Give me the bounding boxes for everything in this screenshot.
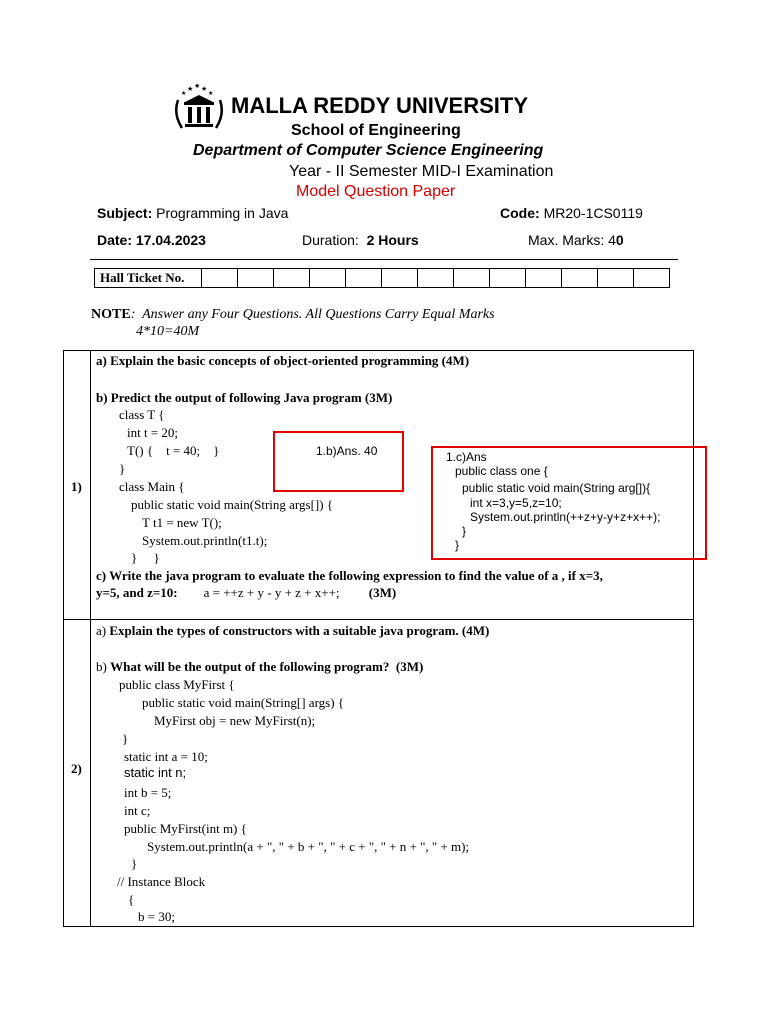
code	[500, 205, 643, 221]
q2-code-line: // Instance Block	[117, 874, 206, 889]
hall-ticket-box[interactable]	[418, 269, 454, 288]
subject-value: Programming in Java	[156, 205, 289, 221]
university-name: MALLA REDDY UNIVERSITY	[231, 93, 529, 118]
q2-code-line: public static void main(String[] args) {	[142, 695, 345, 710]
q2-code-line: }	[122, 731, 129, 746]
university-logo	[172, 82, 226, 136]
q1-code-line: public static void main(String args[]) {	[131, 497, 334, 512]
hall-ticket-label: Hall Ticket No.	[95, 269, 202, 288]
q2-code-line: static int n;	[124, 765, 187, 780]
max-marks-value: 0	[615, 232, 624, 248]
q1-code-line: T() { t = 40; }	[127, 443, 220, 458]
hall-ticket-box[interactable]	[274, 269, 310, 288]
answer-c-line: public static void main(String arg[]){	[462, 481, 651, 495]
hall-ticket-box[interactable]	[310, 269, 346, 288]
answer-c-line: }	[462, 524, 467, 538]
q2-part-b-text: What will be the output of the following program? (3M)	[110, 659, 424, 674]
hall-ticket-box[interactable]	[346, 269, 382, 288]
note-label: NOTE	[91, 307, 131, 322]
svg-text:★: ★	[208, 90, 214, 97]
paper-type: Model Question Paper	[296, 183, 456, 200]
max-marks	[528, 232, 624, 248]
q2-part-a-prefix: a)	[96, 623, 110, 638]
svg-text:★: ★	[201, 85, 208, 93]
answer-c-line: int x=3,y=5,z=10;	[470, 496, 562, 510]
q1-code-line: class T {	[119, 407, 165, 422]
q1-code-line: System.out.println(t1.t);	[142, 533, 268, 548]
q1-part-c-expression	[96, 585, 396, 601]
answer-c-line: System.out.println(++z+y-y+z+x++);	[470, 510, 661, 524]
duration-value: 2 Hours	[366, 232, 419, 248]
hall-ticket-box[interactable]	[634, 269, 670, 288]
answer-b-text: 1.b)Ans. 40	[316, 444, 378, 458]
duration-label: Duration:	[302, 232, 359, 248]
q2-part-a-text: Explain the types of constructors with a suitable java program. (4M)	[109, 623, 490, 638]
answer-c-line: }	[455, 538, 460, 552]
q1-expression: a = ++z + y - y + z + x++;	[203, 585, 340, 600]
hall-ticket-box[interactable]	[454, 269, 490, 288]
svg-text:★: ★	[181, 90, 187, 97]
subject-label: Subject:	[97, 205, 153, 221]
q2-code-line: System.out.println(a + ", " + b + ", " + c + ", " + n + ", " + m);	[147, 839, 470, 854]
q2-code-line: b = 30;	[138, 909, 175, 924]
department-name: Department of Computer Science Engineering	[193, 142, 544, 159]
svg-text:★: ★	[187, 85, 194, 93]
answer-c-line: public class one {	[455, 464, 548, 478]
q2-part-b	[96, 659, 423, 675]
note-text: : Answer any Four Questions. All Questions Carry Equal Marks	[130, 307, 495, 322]
max-marks-label: Max. Marks: 4	[528, 232, 616, 248]
subject	[97, 205, 288, 221]
exam-title: Year - II Semester MID-I Examination	[289, 163, 554, 180]
q2-code-line: int c;	[124, 803, 151, 818]
question-2-number: 2)	[71, 761, 82, 776]
hall-ticket-box[interactable]	[598, 269, 634, 288]
answer-annotation-b	[273, 431, 404, 492]
q1-code-line: int t = 20;	[127, 425, 179, 440]
q1-code-line: } }	[131, 550, 160, 565]
q1-part-c-vars: y=5, and z=10:	[96, 585, 178, 600]
q1-part-c: c) Write the java program to evaluate the following expression to find the value of a , if x=3,	[96, 568, 603, 583]
hall-ticket-box[interactable]	[382, 269, 418, 288]
svg-text:★: ★	[194, 82, 201, 90]
school-name: School of Engineering	[291, 122, 461, 139]
exam-date: Date: 17.04.2023	[97, 232, 206, 248]
q1-part-c-marks: (3M)	[368, 585, 397, 600]
hall-ticket-box[interactable]	[490, 269, 526, 288]
q2-code-line: public class MyFirst {	[119, 677, 235, 692]
q1-part-a: a) Explain the basic concepts of object-oriented programming (4M)	[96, 353, 470, 368]
answer-c-line: 1.c)Ans	[446, 450, 487, 464]
q2-code-line: MyFirst obj = new MyFirst(n);	[154, 713, 316, 728]
q2-code-line: static int a = 10;	[124, 749, 208, 764]
q2-code-line: public MyFirst(int m) {	[124, 821, 247, 836]
hall-ticket-box[interactable]	[238, 269, 274, 288]
q1-code-line: }	[119, 461, 126, 476]
hall-ticket-box[interactable]	[526, 269, 562, 288]
note-marks: 4*10=40M	[136, 324, 200, 339]
q2-code-line: }	[131, 856, 138, 871]
q2-part-b-prefix: b)	[96, 659, 111, 674]
q2-code-line: int b = 5;	[124, 785, 172, 800]
hall-ticket-box[interactable]	[562, 269, 598, 288]
q1-code-line: T t1 = new T();	[142, 515, 222, 530]
note	[91, 307, 495, 323]
header-rule	[90, 259, 678, 260]
q2-code-line: {	[128, 892, 135, 907]
q2-part-a	[96, 623, 489, 639]
hall-ticket-box[interactable]	[202, 269, 238, 288]
question-1-number: 1)	[71, 479, 82, 494]
q1-part-b: b) Predict the output of following Java program (3M)	[96, 390, 393, 405]
duration	[302, 232, 419, 248]
code-label: Code:	[500, 205, 540, 221]
hall-ticket-table	[94, 268, 670, 288]
q1-code-line: class Main {	[119, 479, 185, 494]
code-value: MR20-1CS0119	[543, 205, 643, 221]
